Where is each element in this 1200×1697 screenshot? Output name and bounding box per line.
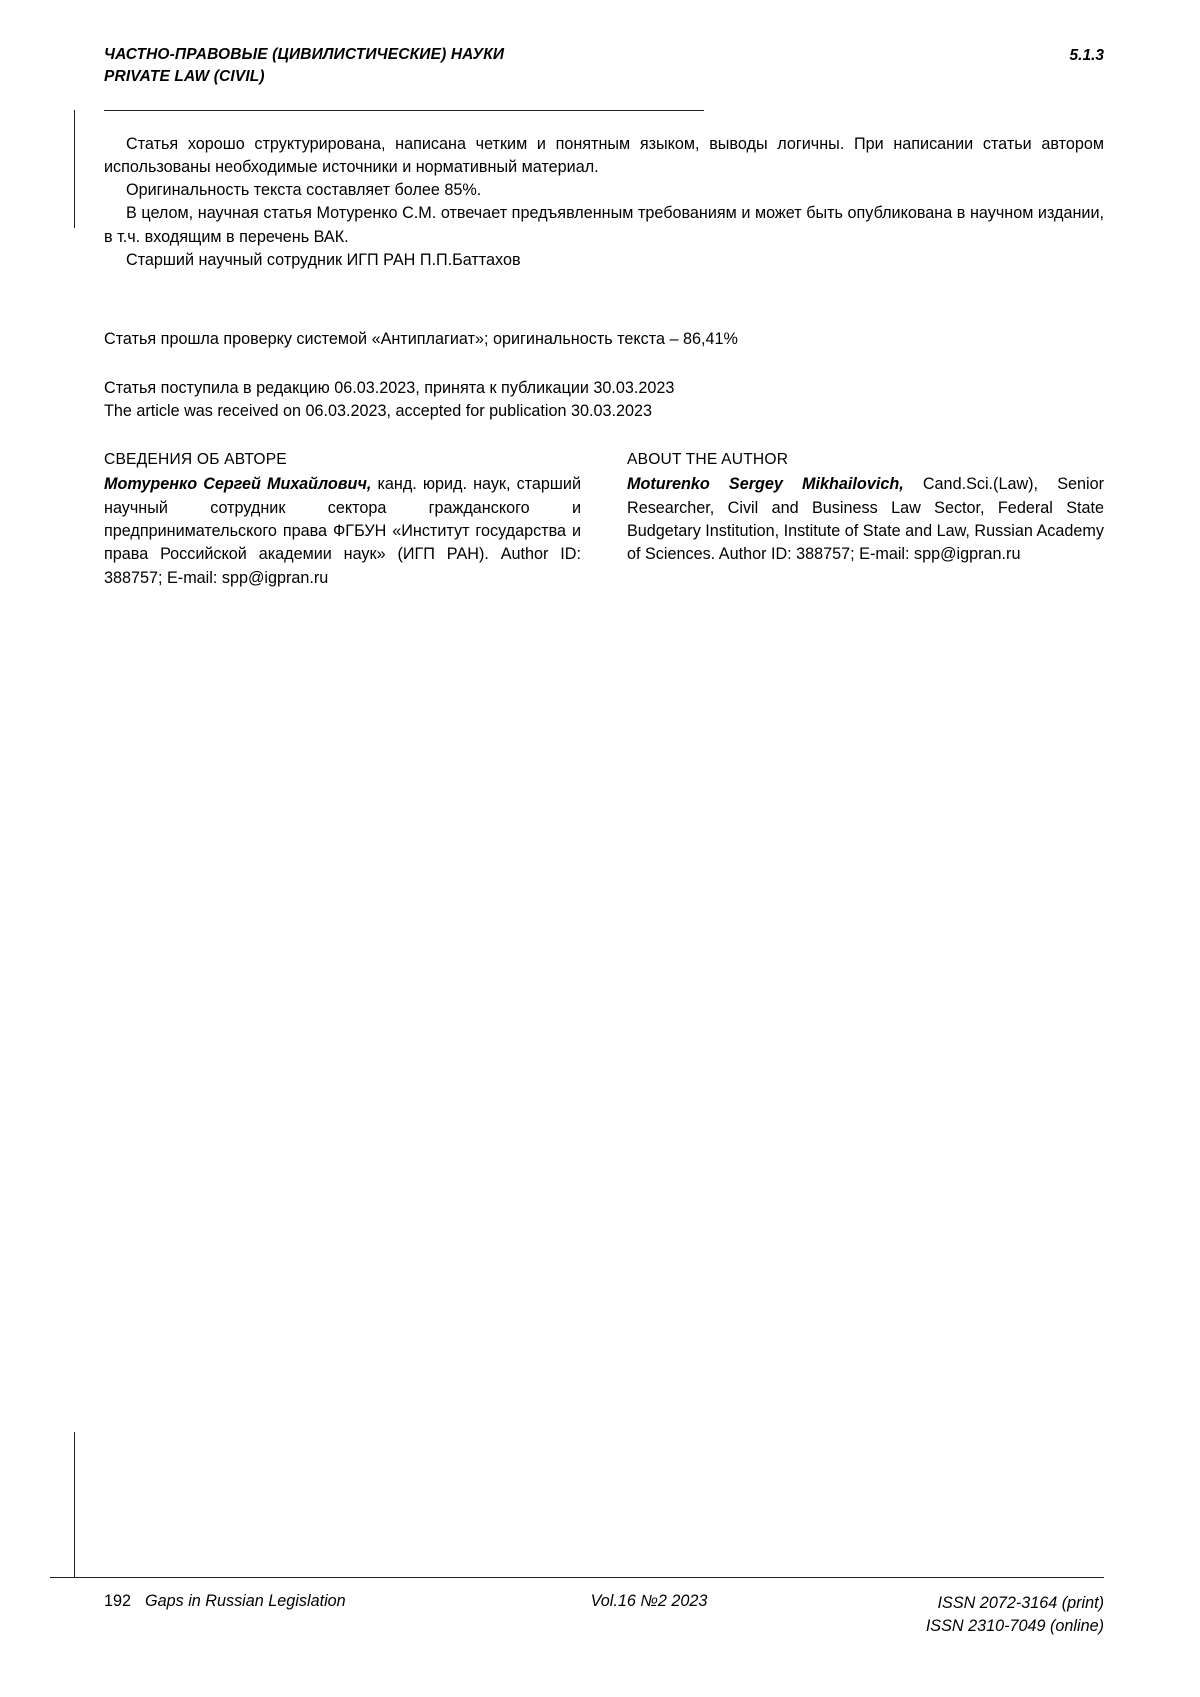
paragraph-originality: Оригинальность текста составляет более 85%.	[126, 181, 482, 200]
author-details-ru	[104, 473, 581, 590]
page-number: 192	[104, 1592, 132, 1610]
header-title-en: PRIVATE LAW (CIVIL)	[104, 68, 265, 85]
author-name-ru: Мотуренко Сергей Михайлович,	[104, 475, 372, 494]
paragraph-conclusion: В целом, научная статья Мотуренко С.М. отвечает предъявленным требованиям и может быть опубликована в научном издании, в т.ч. входящим в перечень ВАК.	[104, 204, 1104, 246]
paragraph-structure: Статья хорошо структурирована, написана четким и понятным языком, выводы логичны. При написании статьи автором использованы необходимые источники и нормативный материал.	[104, 135, 1104, 177]
issn-online: ISSN 2310-7049 (online)	[925, 1617, 1104, 1636]
received-note-ru: Статья поступила в редакцию 06.03.2023, принята к публикации 30.03.2023	[104, 379, 675, 398]
paragraph-reviewer: Старший научный сотрудник ИГП РАН П.П.Баттахов	[126, 250, 521, 269]
author-info-section	[104, 449, 1104, 590]
header-code: 5.1.3	[1069, 47, 1104, 64]
margin-bar-top	[74, 110, 75, 228]
page-header	[104, 44, 1104, 88]
antiplagiat-note: Статья прошла проверку системой «Антиплагиат»; оригинальность текста – 86,41%	[104, 329, 738, 348]
author-name-en: Moturenko Sergey Mikhailovich,	[627, 475, 904, 494]
author-column-en	[627, 449, 1104, 590]
review-text	[104, 133, 1104, 423]
issn-print: ISSN 2072-3164 (print)	[937, 1594, 1104, 1612]
footer-divider	[50, 1577, 1104, 1578]
author-affiliation-en: Cand.Sci.(Law), Senior Researcher, Civil and Business Law Sector, Federal State Budgetary Institution, Institute of State and Law, Russian Academy of Sciences. Author ID: 388757; E-mail: spp@igpran.ru	[627, 475, 1104, 564]
author-column-ru	[104, 449, 581, 590]
author-heading-ru: СВЕДЕНИЯ ОБ АВТОРЕ	[104, 451, 287, 468]
issue-info: Vol.16 №2 2023	[590, 1592, 708, 1610]
spacer	[104, 272, 1104, 328]
author-affiliation-ru: канд. юрид. наук, старший научный сотрудник сектора гражданского и предпринимательского права ФГБУН «Институт государства и права Российской академии наук» (ИГП РАН). Author ID: 388757; E-mail: spp@igpran.ru	[104, 475, 581, 587]
journal-title: Gaps in Russian Legislation	[145, 1592, 346, 1610]
header-section-title	[104, 44, 504, 88]
header-title-ru: ЧАСТНО-ПРАВОВЫЕ (ЦИВИЛИСТИЧЕСКИЕ) НАУКИ	[104, 46, 505, 63]
author-heading-en: ABOUT THE AUTHOR	[627, 451, 789, 468]
page-footer	[104, 1592, 1104, 1639]
footer-left	[104, 1592, 444, 1611]
author-details-en	[627, 473, 1104, 566]
margin-bar-bottom	[74, 1432, 75, 1577]
issn-block	[854, 1592, 1104, 1639]
received-note-en: The article was received on 06.03.2023, accepted for publication 30.03.2023	[104, 402, 653, 421]
header-divider	[104, 110, 704, 111]
spacer	[104, 351, 1104, 377]
